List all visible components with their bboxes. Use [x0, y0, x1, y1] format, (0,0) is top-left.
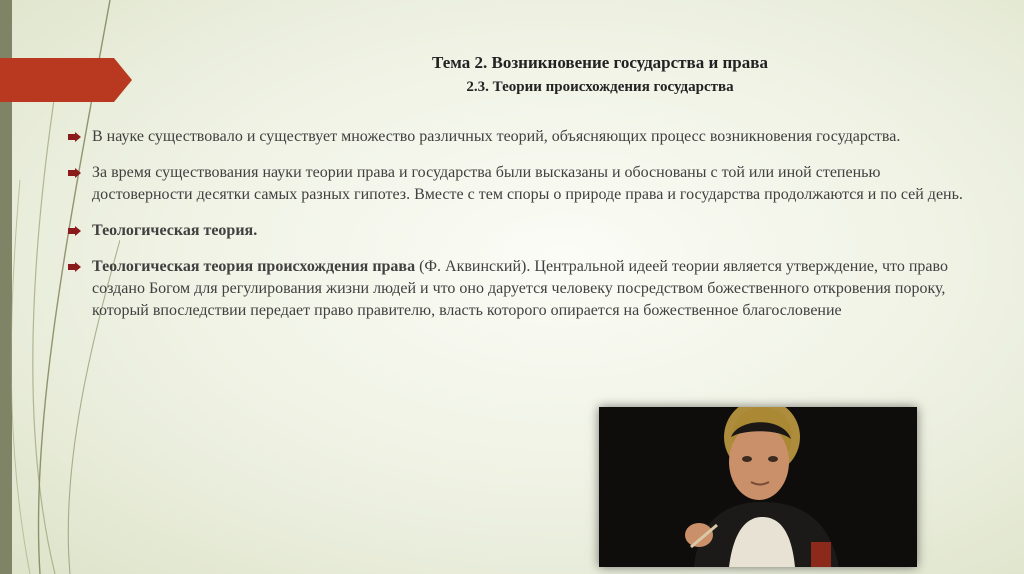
list-item	[64, 220, 964, 242]
page-title: Тема 2. Возникновение государства и права	[432, 53, 768, 72]
arrow-bullet-icon	[68, 168, 81, 178]
header	[300, 52, 900, 98]
bullet-list	[64, 126, 964, 336]
list-item	[64, 126, 964, 148]
portrait-image	[599, 407, 917, 567]
bullet-bold-text: Теологическая теория.	[92, 222, 258, 239]
bullet-bold-text: Теологическая теория происхождения права	[92, 258, 416, 275]
arrow-bullet-icon	[68, 226, 81, 236]
aquinas-portrait-illustration	[599, 407, 917, 567]
page-subtitle: 2.3. Теории происхождения государства	[466, 79, 734, 95]
list-item	[64, 256, 964, 322]
arrow-bullet-icon	[68, 262, 81, 272]
bullet-text: В науке существовало и существует множество различных теорий, объясняющих процесс возникновения государства.	[92, 128, 901, 145]
list-item	[64, 162, 964, 206]
arrow-bullet-icon	[68, 132, 81, 142]
title-ribbon	[0, 58, 132, 102]
bullet-text: (Ф. Аквинский). Центральной идеей теории является утверждение, что право создано Богом для регулирования жизни людей и что оно даруется человеку посредством божественного откровения пороку, который впоследствии передает право правителю, власть которого опирается на божественное благословение	[92, 258, 948, 319]
bullet-text: За время существования науки теории права и государства были высказаны и обоснованы с той или иной степенью достоверности десятки самых разных гипотез. Вместе с тем споры о природе права и государства продолжаются и по сей день.	[92, 164, 963, 203]
